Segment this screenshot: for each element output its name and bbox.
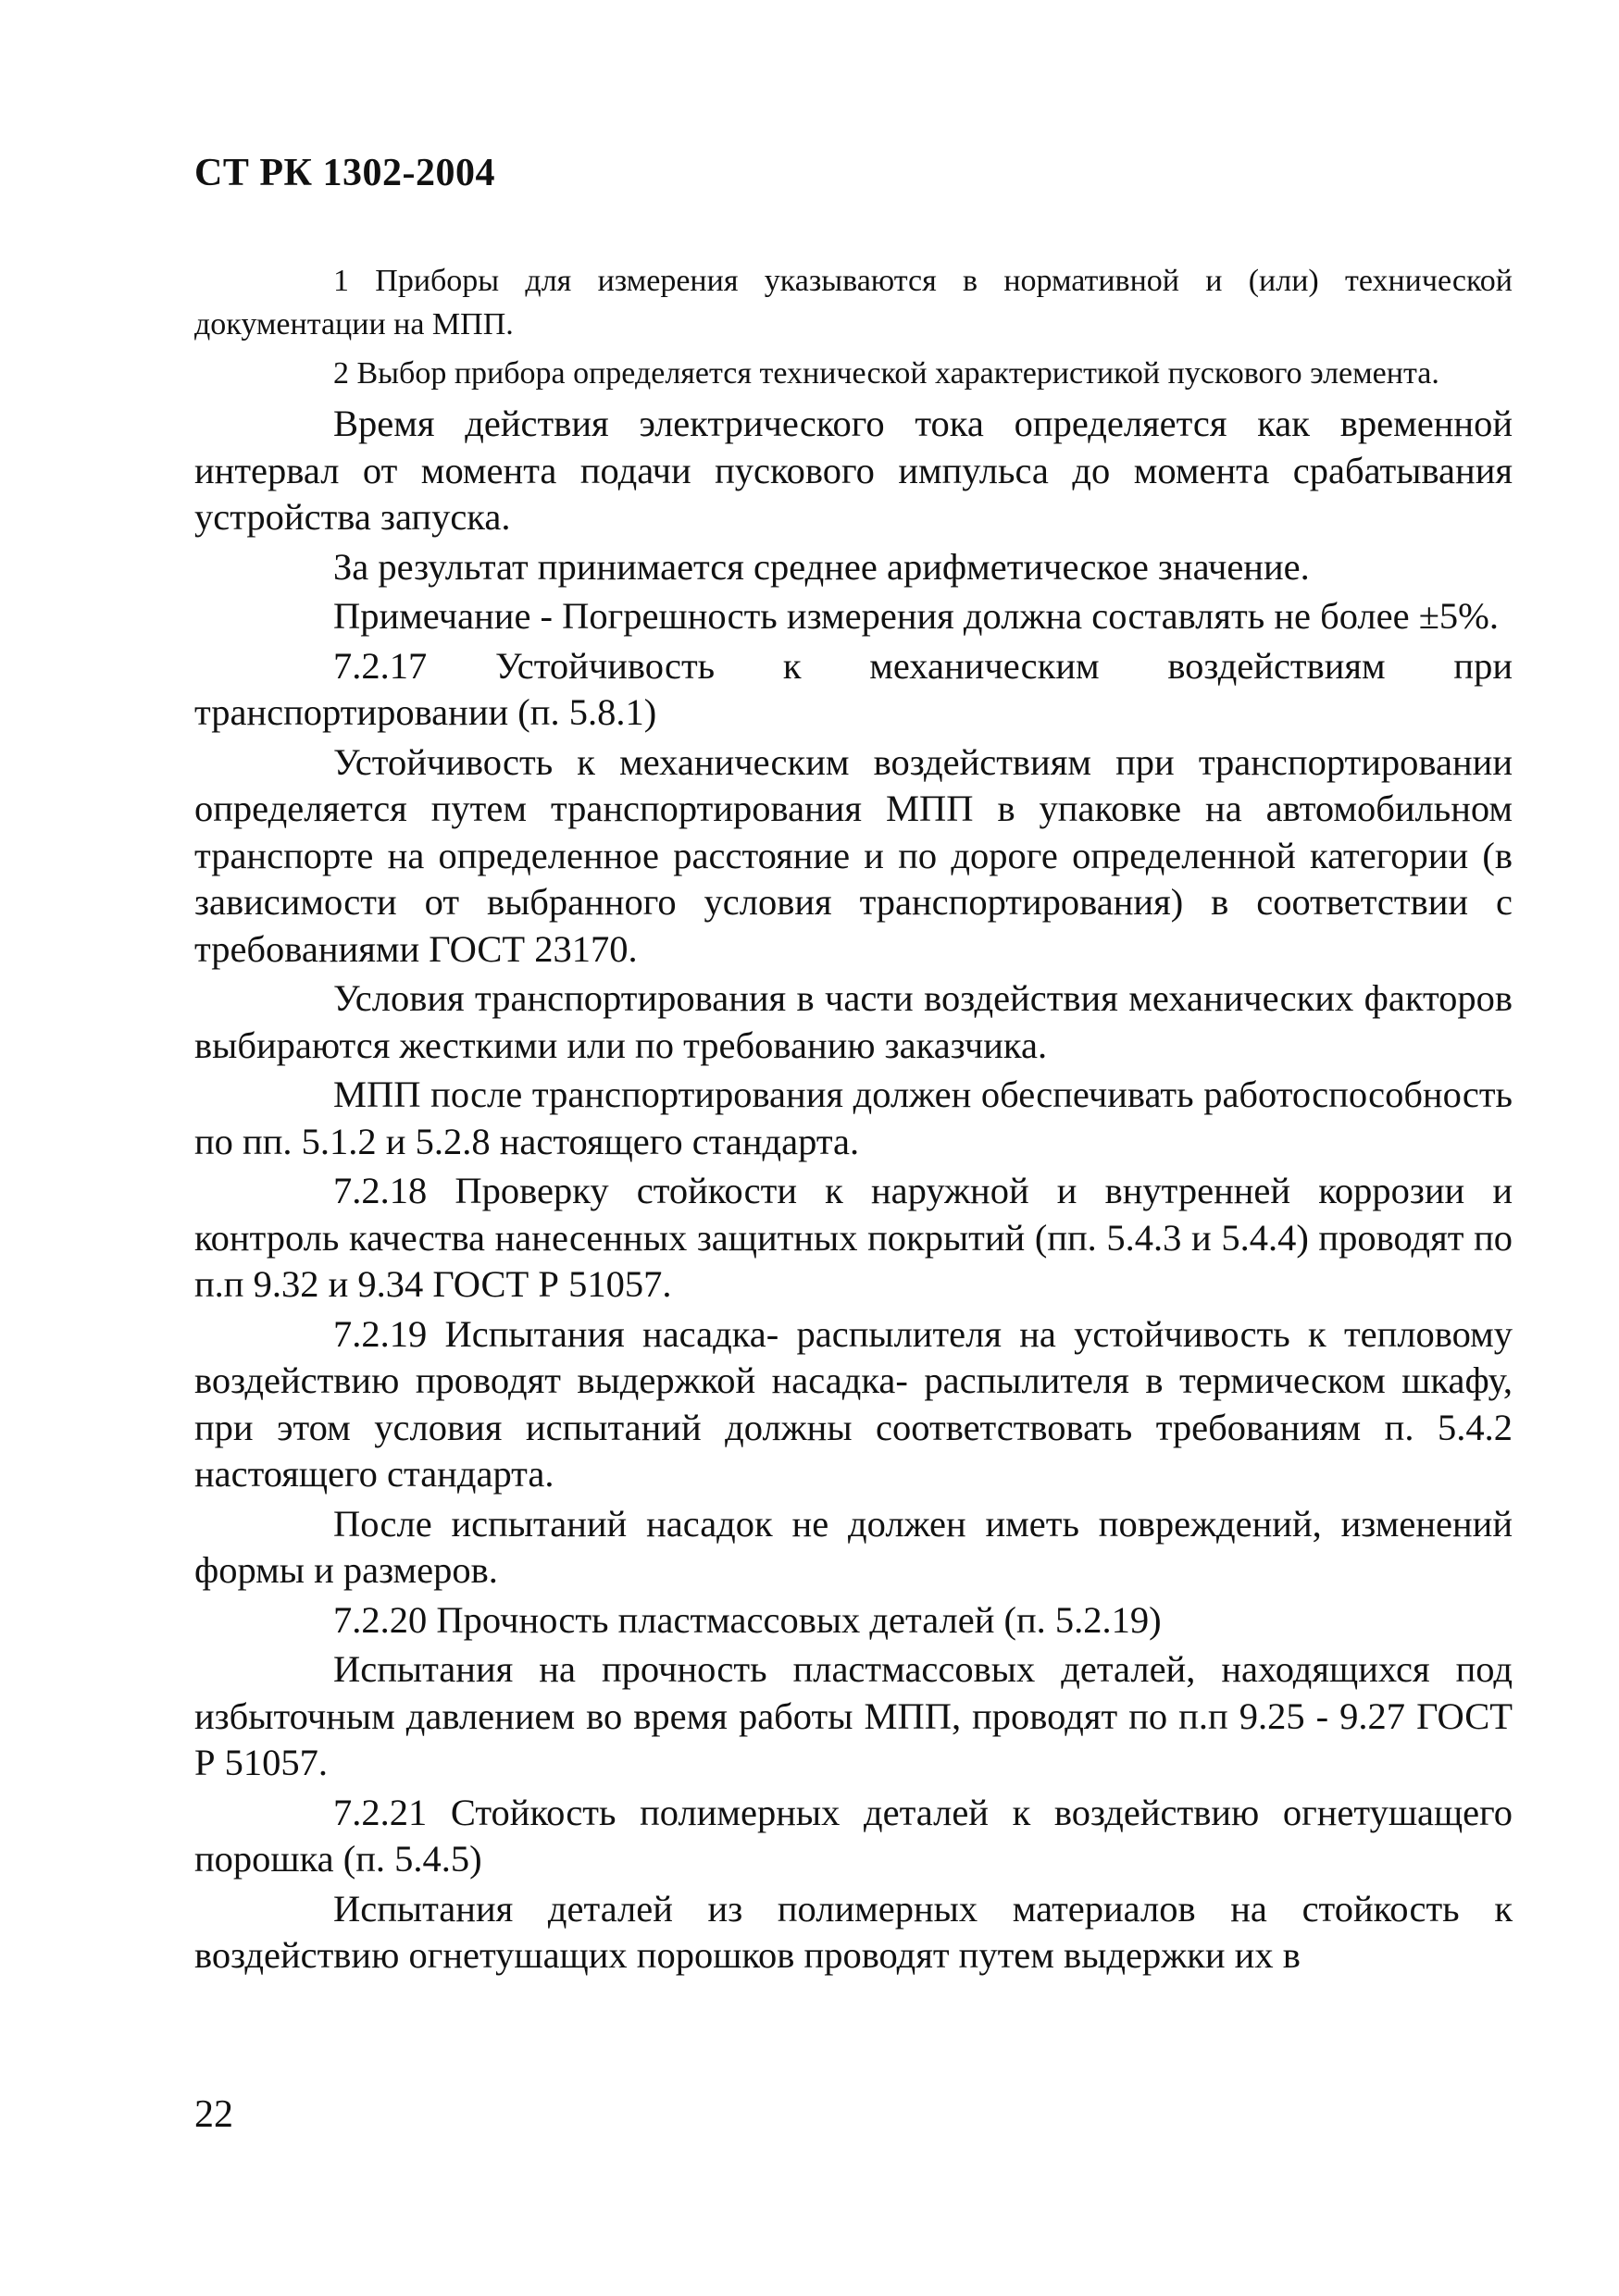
note-2: 2 Выбор прибора определяется технической характеристикой пускового элемента. [333, 356, 1439, 391]
note-1: 1 Приборы для измерения указываются в нормативной и (или) технической документации на МПП. [194, 264, 1513, 341]
notes-block [194, 259, 1513, 395]
paragraph: После испытаний насадок не должен иметь повреждений, изменений формы и размеров. [194, 1502, 1513, 1591]
paragraph: Устойчивость к механическим воздействиям при транспортировании определяется путем транспортирования МПП в упаковке на автомобильном транспорте на определенное расстояние и по дороге определенной категории (в зависимости от выбранного условия транспортирования) в соответствии с требованиями ГОСТ 23170. [194, 740, 1513, 970]
paragraph: За результат принимается среднее арифметическое значение. [333, 545, 1310, 588]
paragraph: МПП после транспортирования должен обеспечивать работоспособность по пп. 5.1.2 и 5.2.8 настоящего стандарта. [194, 1074, 1513, 1162]
section-heading-7-2-20: 7.2.20 Прочность пластмассовых деталей (п. 5.2.19) [333, 1598, 1162, 1641]
paragraph: Испытания на прочность пластмассовых деталей, находящихся под избыточным давлением во время работы МПП, проводят по п.п 9.25 - 9.27 ГОСТ Р 51057. [194, 1648, 1513, 1783]
section-heading-7-2-17: 7.2.17 Устойчивость к механическим воздействиям при транспортировании (п. 5.8.1) [194, 644, 1513, 733]
paragraph: Условия транспортирования в части воздействия механических факторов выбираются жесткими или по требованию заказчика. [194, 977, 1513, 1066]
document-code-header: СТ РК 1302-2004 [194, 152, 495, 194]
paragraph: Испытания деталей из полимерных материалов на стойкость к воздействию огнетушащих порошков проводят путем выдержки их в [194, 1887, 1513, 1976]
paragraph: Время действия электрического тока определяется как временной интервал от момента подачи пускового импульса до момента срабатывания устройства запуска. [194, 403, 1513, 538]
section-heading-7-2-21: 7.2.21 Стойкость полимерных деталей к воздействию огнетушащего порошка (п. 5.4.5) [194, 1791, 1513, 1880]
body-text [194, 401, 1513, 1980]
section-heading-7-2-19: 7.2.19 Испытания насадка- распылителя на устойчивость к тепловому воздействию проводят выдержкой насадка- распылителя в термическом шкафу, при этом условия испытаний должны соответствовать требованиям п. 5.4.2 настоящего стандарта. [194, 1312, 1513, 1495]
paragraph-note: Примечание - Погрешность измерения должна составлять не более ±5%. [333, 595, 1500, 637]
page-number: 22 [194, 2093, 233, 2136]
section-heading-7-2-18: 7.2.18 Проверку стойкости к наружной и внутренней коррозии и контроль качества нанесенных защитных покрытий (пп. 5.4.3 и 5.4.4) проводят по п.п 9.32 и 9.34 ГОСТ Р 51057. [194, 1170, 1513, 1305]
